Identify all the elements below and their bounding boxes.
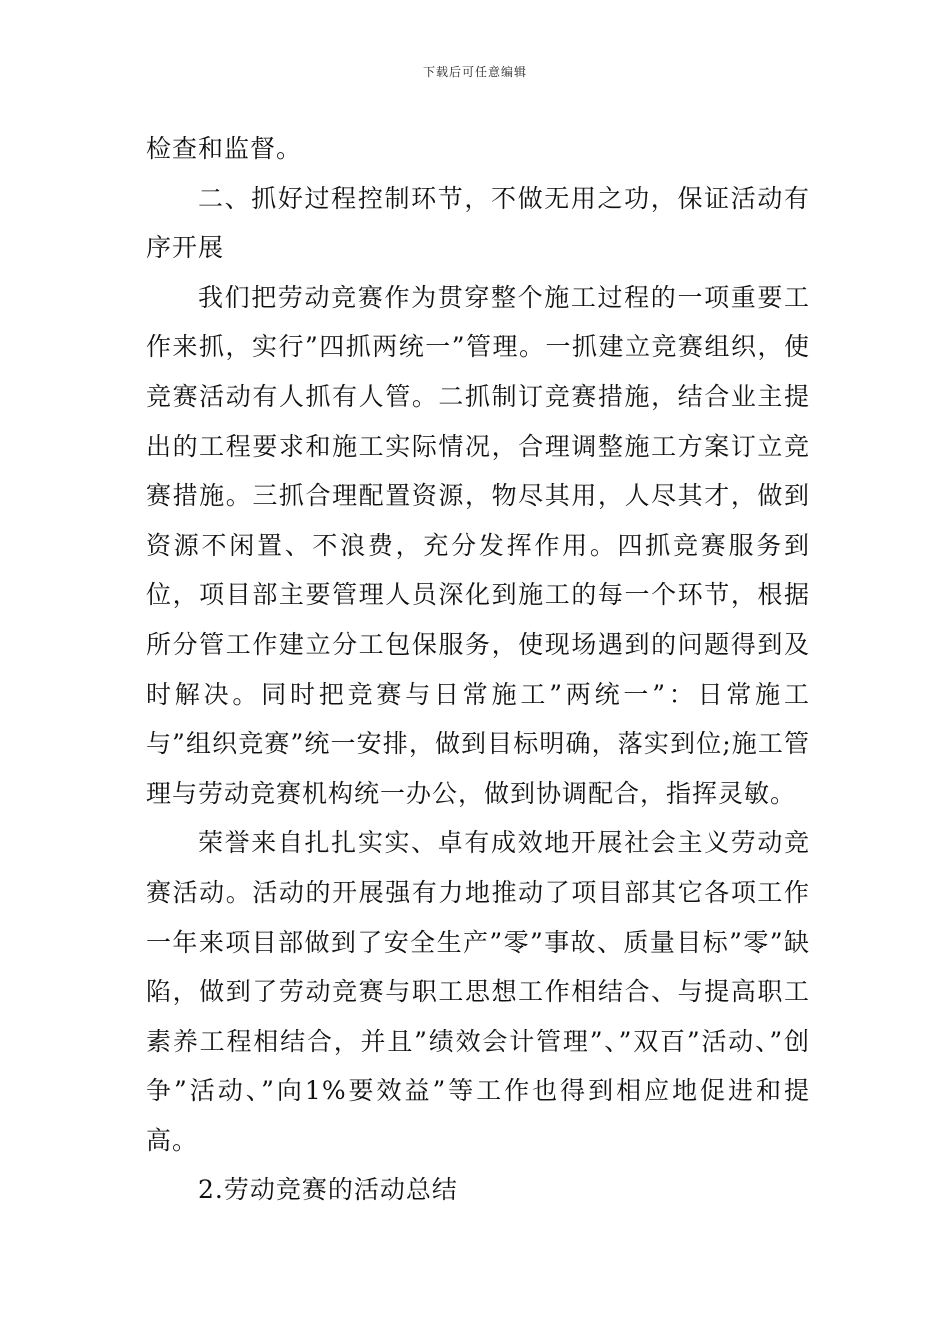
section-heading: 二、抓好过程控制环节，不做无用之功，保证活动有序开展	[146, 183, 810, 263]
paragraph-continuation: 检查和监督。	[146, 134, 303, 163]
paragraph-honor: 荣誉来自扎扎实实、卓有成效地开展社会主义劳动竞赛活动。活动的开展强有力地推动了项目部其它各项工作一年来项目部做到了安全生产”零”事故、质量目标”零”缺陷，做到了劳动竞赛与职工思想工作相结合、与提高职工素养工程相结合，并且”绩效会计管理”、”双百”活动、”创争”活动、”向1%要效益”等工作也得到相应地促进和提高。	[146, 828, 810, 1155]
page-header-note: 下载后可任意编辑	[422, 65, 527, 79]
subsection-heading: 2.劳动竞赛的活动总结	[198, 1175, 458, 1205]
paragraph-management: 我们把劳动竞赛作为贯穿整个施工过程的一项重要工作来抓，实行”四抓两统一”管理。一抓建立竞赛组织，使竞赛活动有人抓有人管。二抓制订竞赛措施，结合业主提出的工程要求和施工实际情况，合理调整施工方案订立竞赛措施。三抓合理配置资源，物尽其用，人尽其才，做到资源不闲置、不浪费，充分发挥作用。四抓竞赛服务到位，项目部主要管理人员深化到施工的每一个环节，根据所分管工作建立分工包保服务，使现场遇到的问题得到及时解决。同时把竞赛与日常施工”两统一”：日常施工与”组织竞赛”统一安排，做到目标明确，落实到位;施工管理与劳动竞赛机构统一办公，做到协调配合，指挥灵敏。	[146, 282, 810, 808]
document-body	[146, 124, 810, 1215]
